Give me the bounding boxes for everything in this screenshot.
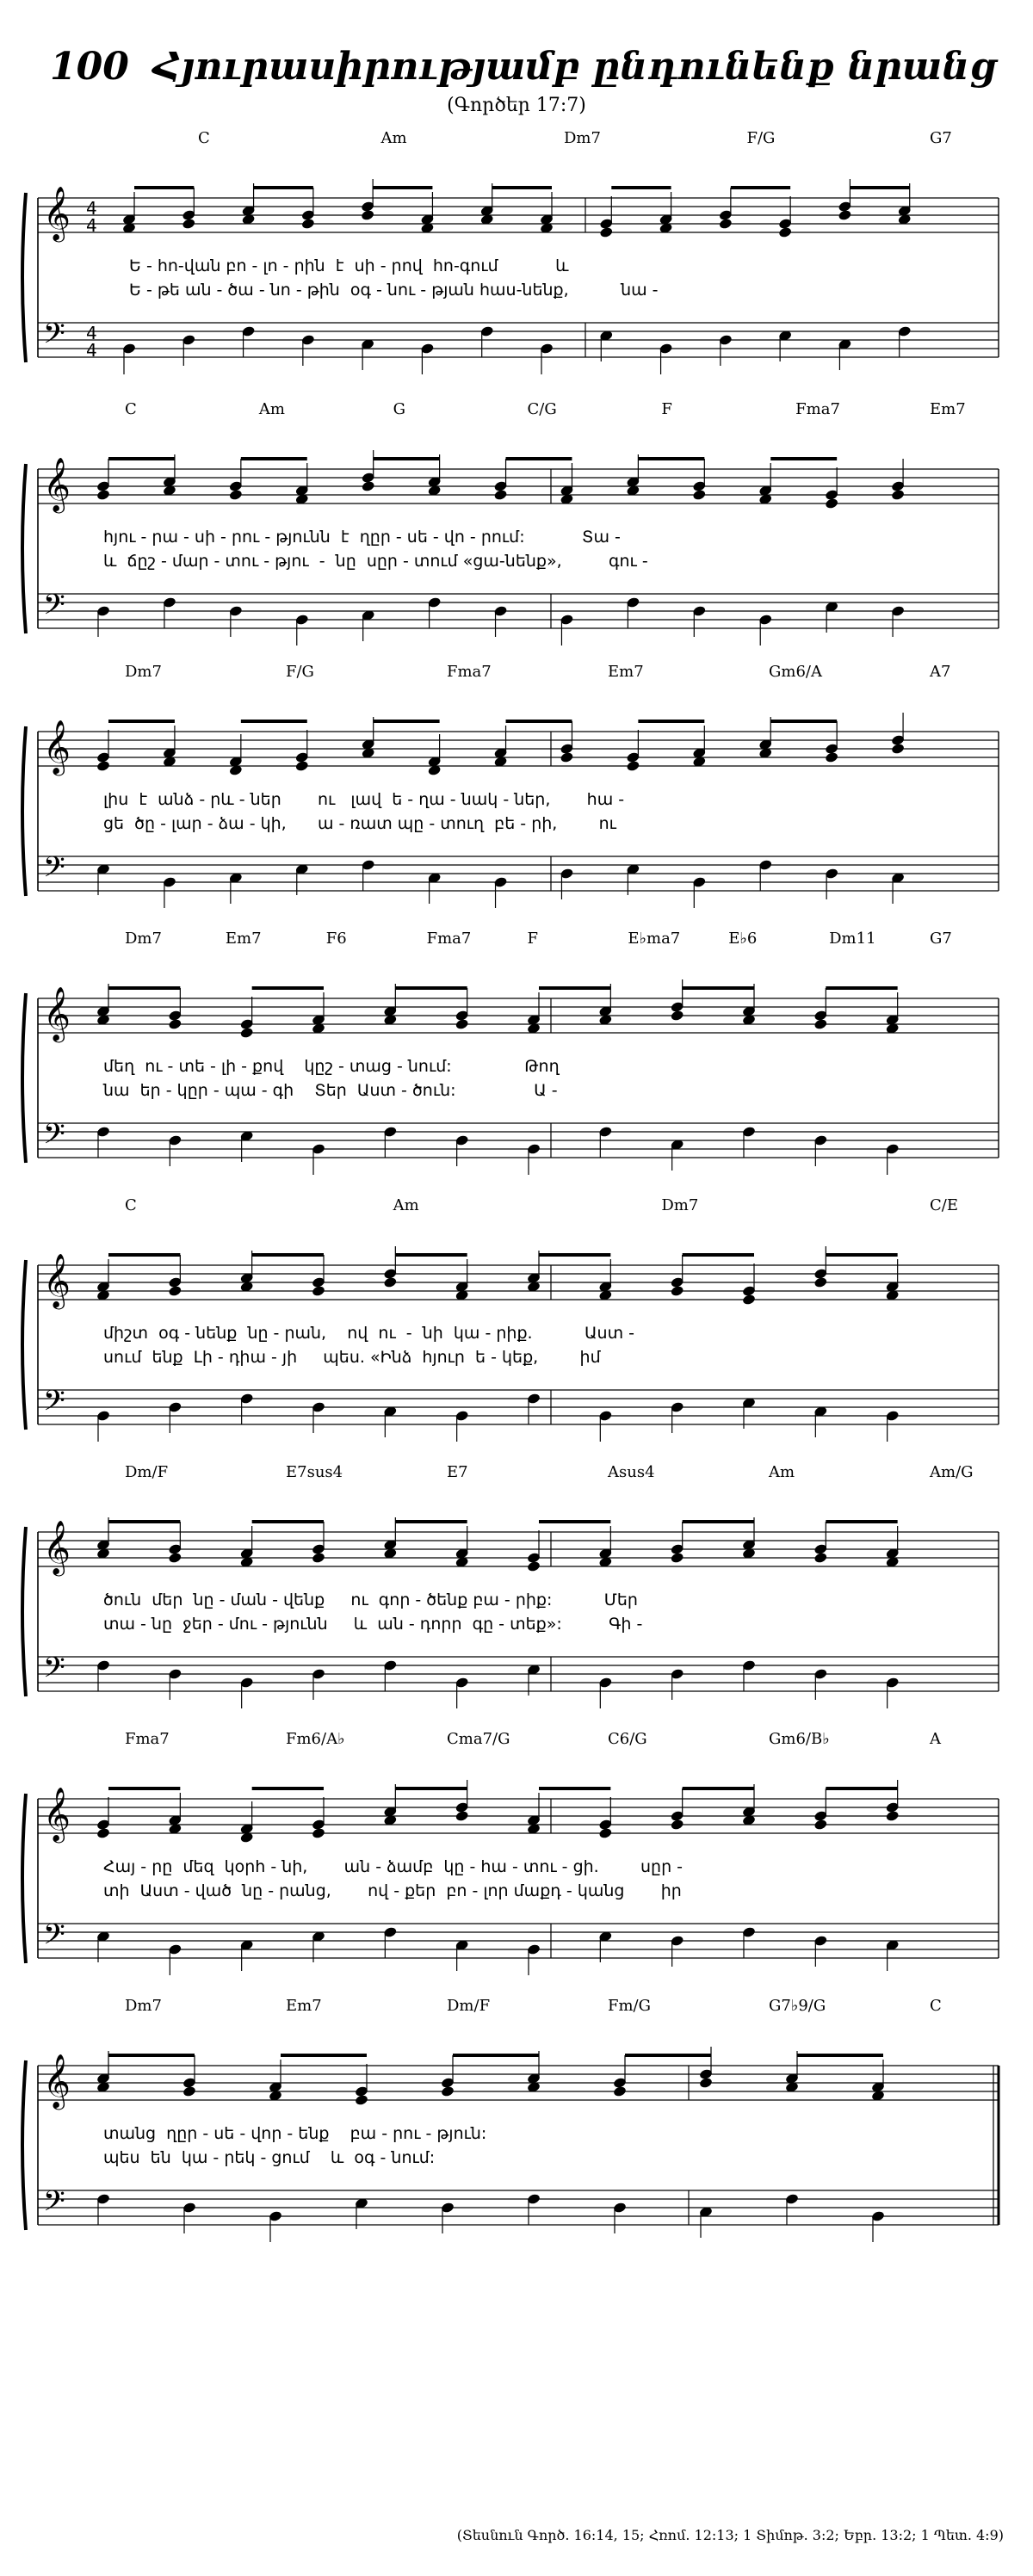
hymn-number: 100 (50, 45, 129, 89)
chord-symbol: E♭6 (728, 930, 758, 948)
chord-symbol: Fm/G (608, 1997, 652, 2015)
treble-clef-icon: 𝄞 (43, 2054, 71, 2108)
page-title (50, 45, 996, 89)
chord-symbol: C/E (930, 1196, 958, 1214)
note-head (778, 226, 793, 238)
chord-symbol: C (125, 1196, 137, 1214)
chord-symbol: Am/G (930, 1463, 974, 1481)
chord-symbol: Dm7 (125, 930, 162, 948)
brace (22, 726, 26, 896)
beam (374, 457, 440, 460)
treble-clef-icon: 𝄞 (43, 986, 71, 1041)
score-system-8 (0, 1997, 1033, 2289)
chord-symbol: Dm/F (447, 1997, 491, 2015)
chord-symbol: Dm7 (125, 663, 162, 681)
beam (826, 1787, 897, 1790)
beam (241, 457, 307, 460)
chord-symbol: E7sus4 (286, 1463, 343, 1481)
chord-symbol: F (527, 930, 538, 948)
brace (22, 2060, 26, 2230)
chord-symbol: Asus4 (608, 1463, 655, 1481)
chord-symbol: Cma7/G (447, 1730, 510, 1748)
brace (22, 1260, 26, 1430)
chord-symbol: Am (258, 400, 285, 418)
beam (506, 457, 572, 460)
lyric-verse-2: պես են կա - րեկ - ցում և օգ - նում: (103, 2148, 436, 2167)
footer-references: (Տեսնուն Գործ. 16:14, 15; Հռոմ. 12:13; 1 Տիմոթ. 3:2; Եբր. 13:2; 1 Պետ. 4:9) (456, 2527, 1004, 2543)
note-head (813, 1276, 828, 1288)
lyric-verse-2: սում ենք Լի - դիա - յի պես. «Ինձ հյուր ե - կեք, իմ (103, 1348, 601, 1367)
beam (638, 457, 704, 460)
chord-symbol: C (125, 400, 137, 418)
beam (539, 1520, 610, 1523)
beam (683, 1253, 754, 1257)
note-head (361, 209, 375, 221)
chord-symbol: E7 (447, 1463, 468, 1481)
beam (506, 720, 572, 723)
chord-symbol: F (661, 400, 672, 418)
brace (22, 464, 26, 633)
note-head (813, 1819, 828, 1831)
lyric-verse-1: լիս է անձ - րև - ներ ու լավ ե - ղա - նակ - ներ, հա - (103, 790, 625, 809)
lyric-verse-2: ցե ծը - լար - ձա - կի, ա - ռատ պը - տուղ բե - րի, ու (103, 814, 616, 833)
lyric-verse-2: տի Աստ - ված նը - րանց, ով - քեր բո - լոր մաքդ - կանց իր (103, 1881, 682, 1900)
score-system-4 (0, 930, 1033, 1222)
score-system-5 (0, 1196, 1033, 1489)
note-head (96, 1827, 111, 1839)
beam (395, 1520, 467, 1523)
chord-symbol: F/G (286, 663, 314, 681)
treble-clef-icon: 𝄞 (43, 720, 71, 774)
lyric-verse-2: Ե - թե ան - ծա - նո - թին օգ - նու - թյան հաս-նենք, նա - (129, 281, 659, 300)
chord-symbol: Gm6/B♭ (769, 1730, 830, 1748)
chord-symbol: Fma7 (426, 930, 472, 948)
chord-symbol: C (930, 1997, 942, 2015)
note-head (168, 1018, 182, 1030)
bass-clef-icon: 𝄢 (43, 1918, 65, 1958)
beam (797, 2054, 883, 2057)
note-head (229, 489, 244, 501)
chord-symbol: Dm11 (829, 930, 876, 948)
brace (22, 993, 26, 1163)
note-head (813, 1018, 828, 1030)
note-head (312, 1285, 326, 1297)
bass-clef-icon: 𝄢 (43, 851, 65, 891)
beam (395, 1253, 467, 1257)
time-signature-top: 4 (86, 323, 97, 343)
time-signature-top: 4 (86, 198, 97, 219)
note-head (383, 1276, 398, 1288)
chord-symbol: A7 (930, 663, 951, 681)
note-head (294, 760, 309, 772)
lyric-verse-1: մեղ ու - տե - լի - քով կըշ - տաց - նում: Թող (103, 1057, 560, 1076)
note-head (560, 751, 574, 763)
note-head (182, 218, 196, 230)
chord-symbol: Dm7 (564, 129, 601, 147)
note-head (813, 1552, 828, 1564)
beam (252, 1253, 324, 1257)
beam (453, 2054, 539, 2057)
scripture-reference: (Գործեր 17:7) (447, 95, 586, 116)
note-head (670, 1285, 684, 1297)
note-head (719, 218, 733, 230)
lyric-verse-1: Ե - հո-վան բո - լո - րին է սի - րով հո-գում և (129, 256, 569, 275)
note-head (626, 760, 640, 772)
note-head (891, 489, 906, 501)
beam (373, 186, 432, 189)
lyric-verse-1: հյու - րա - սի - րու - թյունն է ղըր - սե - վո - րում: Տա - (103, 528, 621, 547)
beam (108, 457, 175, 460)
chord-symbol: F6 (325, 930, 347, 948)
note-head (312, 1827, 326, 1839)
treble-clef-icon: 𝄞 (43, 457, 71, 511)
beam (638, 720, 704, 723)
beam (683, 1520, 754, 1523)
chord-symbol: Gm6/A (769, 663, 822, 681)
chord-symbol: C (198, 129, 210, 147)
chord-symbol: E♭ma7 (628, 930, 681, 948)
chord-symbol: Em7 (608, 663, 644, 681)
note-head (885, 1810, 900, 1822)
note-head (825, 751, 839, 763)
score-system-6 (0, 1463, 1033, 1756)
treble-clef-icon: 𝄞 (43, 186, 71, 240)
lyric-verse-2: և ճըշ - մար - տու - թյու - նը սըր - տում «ցա-նենք», գու - (103, 552, 648, 571)
chord-symbol: C6/G (608, 1730, 647, 1748)
beam (108, 1787, 180, 1790)
chord-symbol: G7 (930, 129, 952, 147)
chord-symbol: Fm6/A♭ (286, 1730, 345, 1748)
beam (539, 986, 610, 990)
bass-clef-icon: 𝄢 (43, 589, 65, 628)
beam (281, 2054, 367, 2057)
score-system-1 (0, 129, 1033, 422)
chord-symbol: Dm7 (661, 1196, 699, 1214)
beam (254, 186, 313, 189)
score-system-3 (0, 663, 1033, 955)
score-system-7 (0, 1730, 1033, 2023)
note-head (455, 1810, 469, 1822)
chord-symbol: Dm7 (125, 1997, 162, 2015)
beam (625, 2054, 711, 2057)
note-head (168, 1552, 182, 1564)
beam (108, 720, 175, 723)
treble-clef-icon: 𝄞 (43, 1253, 71, 1307)
note-head (838, 209, 852, 221)
beam (539, 1787, 610, 1790)
beam (683, 986, 754, 990)
chord-symbol: Fma7 (447, 663, 492, 681)
chord-symbol: Fma7 (795, 400, 840, 418)
beam (731, 186, 790, 189)
beam (108, 1520, 180, 1523)
note-head (527, 1560, 541, 1572)
bass-clef-icon: 𝄢 (43, 1385, 65, 1424)
chord-symbol: C/G (527, 400, 557, 418)
beam (108, 1253, 180, 1257)
note-head (441, 2085, 455, 2097)
beam (108, 2054, 195, 2057)
beam (770, 457, 837, 460)
note-head (599, 226, 614, 238)
chord-symbol: Dm/F (125, 1463, 169, 1481)
note-head (825, 497, 839, 510)
beam (252, 1520, 324, 1523)
note-head (312, 1552, 326, 1564)
note-head (455, 1018, 469, 1030)
lyric-verse-1: ծուն մեր նը - ման - վենք ու գոր - ծենք բա - րիք: Մեր (103, 1591, 638, 1609)
beam (374, 720, 440, 723)
beam (826, 986, 897, 990)
chord-symbol: F/G (746, 129, 776, 147)
lyric-verse-1: միշտ օգ - նենք նը - րան, ով ու - նի կա - րիք. Աստ - (103, 1324, 634, 1343)
lyric-verse-2: տա - նը ջեր - մու - թյունն և ան - դորր գը - տեք»: Գի - (103, 1615, 643, 1634)
beam (395, 986, 467, 990)
brace (22, 1794, 26, 1963)
bass-clef-icon: 𝄢 (43, 1118, 65, 1158)
chord-symbol: Fma7 (125, 1730, 170, 1748)
beam (134, 186, 194, 189)
chord-symbol: G7♭9/G (769, 1997, 826, 2015)
chord-symbol: Am (769, 1463, 795, 1481)
note-head (96, 489, 111, 501)
chord-symbol: G7 (930, 930, 952, 948)
chord-symbol: Em7 (286, 1997, 322, 2015)
beam (108, 986, 180, 990)
note-head (182, 2085, 197, 2097)
beam (241, 720, 307, 723)
note-head (670, 1552, 684, 1564)
note-head (613, 2085, 628, 2097)
note-head (168, 1285, 182, 1297)
bass-clef-icon: 𝄢 (43, 318, 65, 357)
beam (683, 1787, 754, 1790)
score-system-2 (0, 400, 1033, 693)
beam (492, 186, 552, 189)
note-head (355, 2094, 369, 2106)
time-signature-bottom: 4 (86, 215, 97, 236)
beam (611, 186, 671, 189)
note-head (96, 760, 111, 772)
note-head (699, 2077, 714, 2089)
treble-clef-icon: 𝄞 (43, 1520, 71, 1574)
bass-clef-icon: 𝄢 (43, 1652, 65, 1691)
note-head (742, 1294, 757, 1306)
chord-symbol: A (930, 1730, 941, 1748)
beam (826, 1520, 897, 1523)
note-head (598, 1827, 613, 1839)
beam (252, 986, 324, 990)
beam (850, 186, 909, 189)
note-head (301, 218, 316, 230)
chord-symbol: Em7 (930, 400, 966, 418)
time-signature-bottom: 4 (86, 340, 97, 361)
chord-symbol: Em7 (225, 930, 262, 948)
note-head (692, 489, 707, 501)
note-head (891, 743, 906, 755)
brace (22, 193, 26, 362)
hymn-title: Հյուրասիրությամբ ընդունենք նրանց (152, 45, 997, 89)
beam (826, 1253, 897, 1257)
beam (539, 1253, 610, 1257)
note-head (361, 480, 375, 492)
note-head (493, 489, 508, 501)
chord-symbol: G (393, 400, 406, 418)
beam (395, 1787, 467, 1790)
note-head (670, 1010, 684, 1022)
lyric-verse-1: Հայ - րը մեզ կօրհ - նի, ան - ձամբ կը - հա - տու - ցի. սըր - (103, 1857, 684, 1876)
beam (252, 1787, 324, 1790)
bass-clef-icon: 𝄢 (43, 2185, 65, 2225)
lyric-verse-2: նա եր - կըր - պա - գի Տեր Աստ - ծուն: Ա - (103, 1081, 558, 1100)
note-head (239, 1027, 254, 1039)
beam (770, 720, 837, 723)
brace (22, 1527, 26, 1696)
chord-symbol: Am (380, 129, 407, 147)
note-head (670, 1819, 684, 1831)
treble-clef-icon: 𝄞 (43, 1787, 71, 1841)
chord-symbol: Am (393, 1196, 419, 1214)
lyric-verse-1: տանց ղըր - սե - վոր - ենք բա - րու - թյուն: (103, 2124, 487, 2143)
